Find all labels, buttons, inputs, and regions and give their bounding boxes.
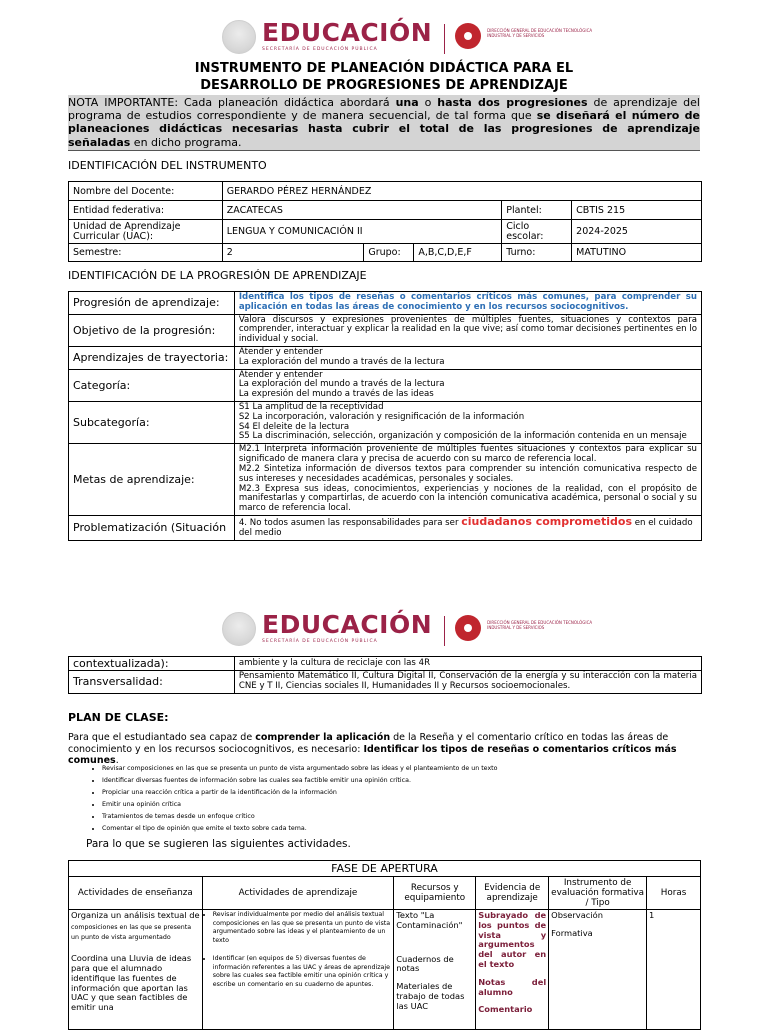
nota-text: en dicho programa. (130, 135, 242, 149)
plan-bullets (84, 763, 498, 834)
plantel-label: Plantel: (502, 201, 572, 220)
uac-value: LENGUA Y COMUNICACIÓN II (222, 220, 502, 244)
table-row (69, 910, 701, 1030)
subcategoria-line: S2 La incorporación, valoración y resignificación de la información (238, 411, 525, 422)
categoria-line: La expresión del mundo a través de las ideas (238, 389, 434, 400)
problem-highlight: ciudadanos comprometidos (461, 515, 633, 529)
nota-bold: se diseñará el número de planeaciones didácticas necesarias hasta cubrir el total de las progresiones de aprendizaje señaladas (68, 109, 700, 149)
meta-item: M2.3 Expresa sus ideas, conocimientos, experiencias y nociones de la realidad, con el propósito de manifestarlas y compartirlas, de acuerdo con la intención comunicativa académica, personal o social y su marco de referencia local. (238, 483, 697, 514)
col-ensenanza: Actividades de enseñanza (69, 877, 203, 910)
nota-bold: hasta dos progresiones (437, 96, 588, 109)
ensenanza-text-small: composiciones en las que se presenta un punto de vista argumentado (71, 923, 192, 942)
nota-importante (68, 95, 700, 151)
plan-bold: comprender la aplicación (255, 732, 391, 743)
subcategoria-value (234, 401, 701, 443)
list-item: • Emitir una opinión crítica (102, 799, 498, 811)
title-line-2: DESARROLLO DE PROGRESIONES DE APRENDIZAJE (200, 78, 568, 93)
plan-text: . (115, 755, 119, 766)
plan-text: Para que el estudiantado sea capaz de (68, 732, 256, 743)
brand-block (262, 20, 432, 52)
metas-label: Metas de aprendizaje: (69, 444, 235, 516)
suggest-text: Para lo que se sugieren las siguientes actividades. (86, 838, 351, 850)
meta-item: M2.2 Sintetiza información de diversos textos para comprender su intención comunicativa respecto de sus intereses y necesidades académicas, personales y sociales. (238, 463, 697, 484)
dgeti-gear-icon (455, 23, 481, 49)
brand-word: EDUCACIÓN (262, 610, 433, 639)
problem-text: en el cuidado del medio (238, 518, 693, 538)
subcategoria-line: S5 La discriminación, selección, organización y composición de la información contenida en un mensaje (238, 431, 687, 442)
list-item: • Propiciar una reacción crítica a partir de la identificación de la información (102, 787, 498, 799)
section-identificacion-instrumento: IDENTIFICACIÓN DEL INSTRUMENTO (68, 159, 267, 172)
mexican-seal-icon (222, 612, 256, 646)
mexican-seal-icon (222, 20, 256, 54)
plan-title: PLAN DE CLASE: (68, 711, 169, 724)
ciclo-label: Ciclo escolar: (502, 220, 572, 244)
progression-table-continued (68, 656, 702, 694)
fase-apertura-table (68, 860, 701, 1030)
uac-label: Unidad de Aprendizaje Curricular (UAC): (69, 220, 223, 244)
problematizacion-label: Problematización (Situación (69, 516, 235, 541)
objetivo-value: Valora discursos y expresiones provenientes de múltiples fuentes, situaciones y contextos para comprender, interactuar y explicar la realidad en la que vive; así como tomar decisiones pertinentes en lo individual y social. (234, 314, 701, 346)
objetivo-label: Objetivo de la progresión: (69, 314, 235, 346)
contexto-value: ambiente y la cultura de reciclaje con las 4R (234, 657, 701, 671)
trayectoria-line: La exploración del mundo a través de la lectura (238, 356, 445, 367)
cell-horas: 1 (647, 910, 701, 1030)
cell-instrumento (549, 910, 647, 1030)
subcategoria-line: S4 El deleite de la lectura (238, 421, 350, 432)
header-logo-page-2 (222, 612, 597, 646)
trayectoria-line: Atender y entender (238, 346, 323, 357)
dgeti-text: DIRECCIÓN GENERAL DE EDUCACIÓN TECNOLÓGICA INDUSTRIAL Y DE SERVICIOS (487, 620, 593, 630)
brand-word: EDUCACIÓN (262, 18, 433, 47)
identification-table (68, 181, 702, 262)
docente-label: Nombre del Docente: (69, 182, 223, 201)
evidencia-item: Comentario (478, 1004, 533, 1015)
list-item: • Identificar diversas fuentes de información sobre las cuales sea factible emitir una opinión crítica. (102, 775, 498, 787)
cell-evidencia (476, 910, 549, 1030)
plan-paragraph (68, 732, 708, 767)
transversalidad-label: Transversalidad: (69, 671, 235, 694)
evidencia-item: Notas del alumno (478, 976, 547, 997)
recurso-item: Texto "La Contaminación" (396, 910, 463, 930)
list-item: • Identificar (en equipos de 5) diversas fuentes de información referentes a las UAC y áreas de aprendizaje sobre las cuales sea factible emitir una opinión crítica y escribe un comentario en su cuaderno de apuntes. (213, 955, 392, 990)
trayectoria-label: Aprendizajes de trayectoria: (69, 346, 235, 369)
document-title (0, 60, 768, 94)
semestre-value: 2 (222, 244, 364, 262)
transversalidad-value: Pensamiento Matemático II, Cultura Digital II, Conservación de la energía y su interacción con la materia CNE y T II, Ciencias sociales II, Humanidades II y Recursos socioemocionales. (234, 671, 701, 694)
categoria-label: Categoría: (69, 369, 235, 401)
evidencia-item: Subrayado de los puntos de vista y argumentos del autor en el texto (478, 910, 547, 969)
title-line-1: INSTRUMENTO DE PLANEACIÓN DIDÁCTICA PARA EL (194, 61, 574, 76)
categoria-value (234, 369, 701, 401)
ensenanza-text: Coordina una Lluvia de ideas para que el alumnado identifique las fuentes de información que aportan las UAC y que sean factibles de emitir una (71, 953, 192, 1013)
problem-text: 4. No todos asumen las responsabilidades para ser (238, 518, 462, 529)
logo-separator (444, 24, 445, 54)
entidad-value: ZACATECAS (222, 201, 502, 220)
grupo-value: A,B,C,D,E,F (414, 244, 502, 262)
cell-recursos (394, 910, 476, 1030)
grupo-label: Grupo: (364, 244, 414, 262)
nota-bold: una (395, 96, 419, 109)
col-evidencia: Evidencia de aprendizaje (476, 877, 549, 910)
metas-value (234, 444, 701, 516)
col-horas: Horas (647, 877, 701, 910)
list-item: • Comentar el tipo de opinión que emite el texto sobre cada tema. (102, 823, 498, 835)
nota-text: NOTA IMPORTANTE: Cada planeación didáctica abordará (68, 96, 396, 109)
subcategoria-line: S1 La amplitud de la receptividad (238, 401, 384, 412)
semestre-label: Semestre: (69, 244, 223, 262)
trayectoria-value (234, 346, 701, 369)
plantel-value: CBTIS 215 (572, 201, 702, 220)
docente-value: GERARDO PÉREZ HERNÁNDEZ (222, 182, 701, 201)
turno-label: Turno: (502, 244, 572, 262)
brand-block (262, 612, 432, 644)
col-recursos: Recursos y equipamiento (394, 877, 476, 910)
logo-separator (444, 616, 445, 646)
list-item: • Tratamientos de temas desde un enfoque crítico (102, 811, 498, 823)
contexto-label: contextualizada): (69, 657, 235, 671)
categoria-line: Atender y entender (238, 369, 323, 380)
nota-text: de aprendizaje del programa de estudios correspondiente y de manera secuencial, de tal forma que (68, 96, 700, 123)
list-item: • Revisar individualmente por medio del análisis textual composiciones en las que se presenta un punto de vista argumentado sobre las ideas y el planteamiento de un texto (213, 911, 392, 946)
progresion-label: Progresión de aprendizaje: (69, 292, 235, 315)
turno-value: MATUTINO (572, 244, 702, 262)
entidad-label: Entidad federativa: (69, 201, 223, 220)
meta-item: M2.1 Interpreta información proveniente de múltiples fuentes situaciones y contextos para explicar su significado de manera clara y precisa de acuerdo con su marco de referencia local. (238, 444, 697, 465)
dgeti-text: DIRECCIÓN GENERAL DE EDUCACIÓN TECNOLÓGICA INDUSTRIAL Y DE SERVICIOS (487, 28, 593, 38)
fase-title: FASE DE APERTURA (69, 861, 701, 877)
cell-ensenanza (69, 910, 203, 1030)
section-identificacion-progresion: IDENTIFICACIÓN DE LA PROGRESIÓN DE APRENDIZAJE (68, 269, 367, 282)
cell-aprendizaje (202, 910, 394, 1030)
header-logo (222, 20, 597, 54)
progression-table (68, 291, 702, 541)
col-instrumento: Instrumento de evaluación formativa / Tipo (549, 877, 647, 910)
subcategoria-label: Subcategoría: (69, 401, 235, 443)
instrumento-item: Formativa (551, 927, 593, 938)
instrumento-item: Observación (551, 910, 604, 920)
categoria-line: La exploración del mundo a través de la lectura (238, 379, 445, 390)
nota-text: o (418, 96, 438, 109)
list-item: • Revisar composiciones en las que se presenta un punto de vista argumentado sobre las ideas y el planteamiento de un texto (102, 763, 498, 775)
brand-sub: SECRETARÍA DE EDUCACIÓN PÚBLICA (262, 639, 378, 644)
dgeti-gear-icon (455, 615, 481, 641)
recurso-item: Materiales de trabajo de todas las UAC (396, 981, 465, 1011)
progresion-value: Identifica los tipos de reseñas o comentarios críticos más comunes, para comprender su aplicación en todas las áreas de conocimiento y en los recursos sociocognitivos. (234, 292, 701, 315)
plan-bold: Identificar los tipos de reseñas o comentarios críticos más comunes (68, 743, 677, 766)
problematizacion-value (234, 516, 701, 541)
brand-sub: SECRETARÍA DE EDUCACIÓN PÚBLICA (262, 47, 378, 52)
plan-text: de la Reseña y el comentario crítico en todas las áreas de conocimiento y en los recursos sociocognitivos, es necesario: (68, 732, 669, 755)
ciclo-value: 2024-2025 (572, 220, 702, 244)
col-aprendizaje: Actividades de aprendizaje (202, 877, 394, 910)
ensenanza-text: Organiza un análisis textual de (71, 910, 200, 920)
recurso-item: Cuadernos de notas (396, 953, 454, 974)
